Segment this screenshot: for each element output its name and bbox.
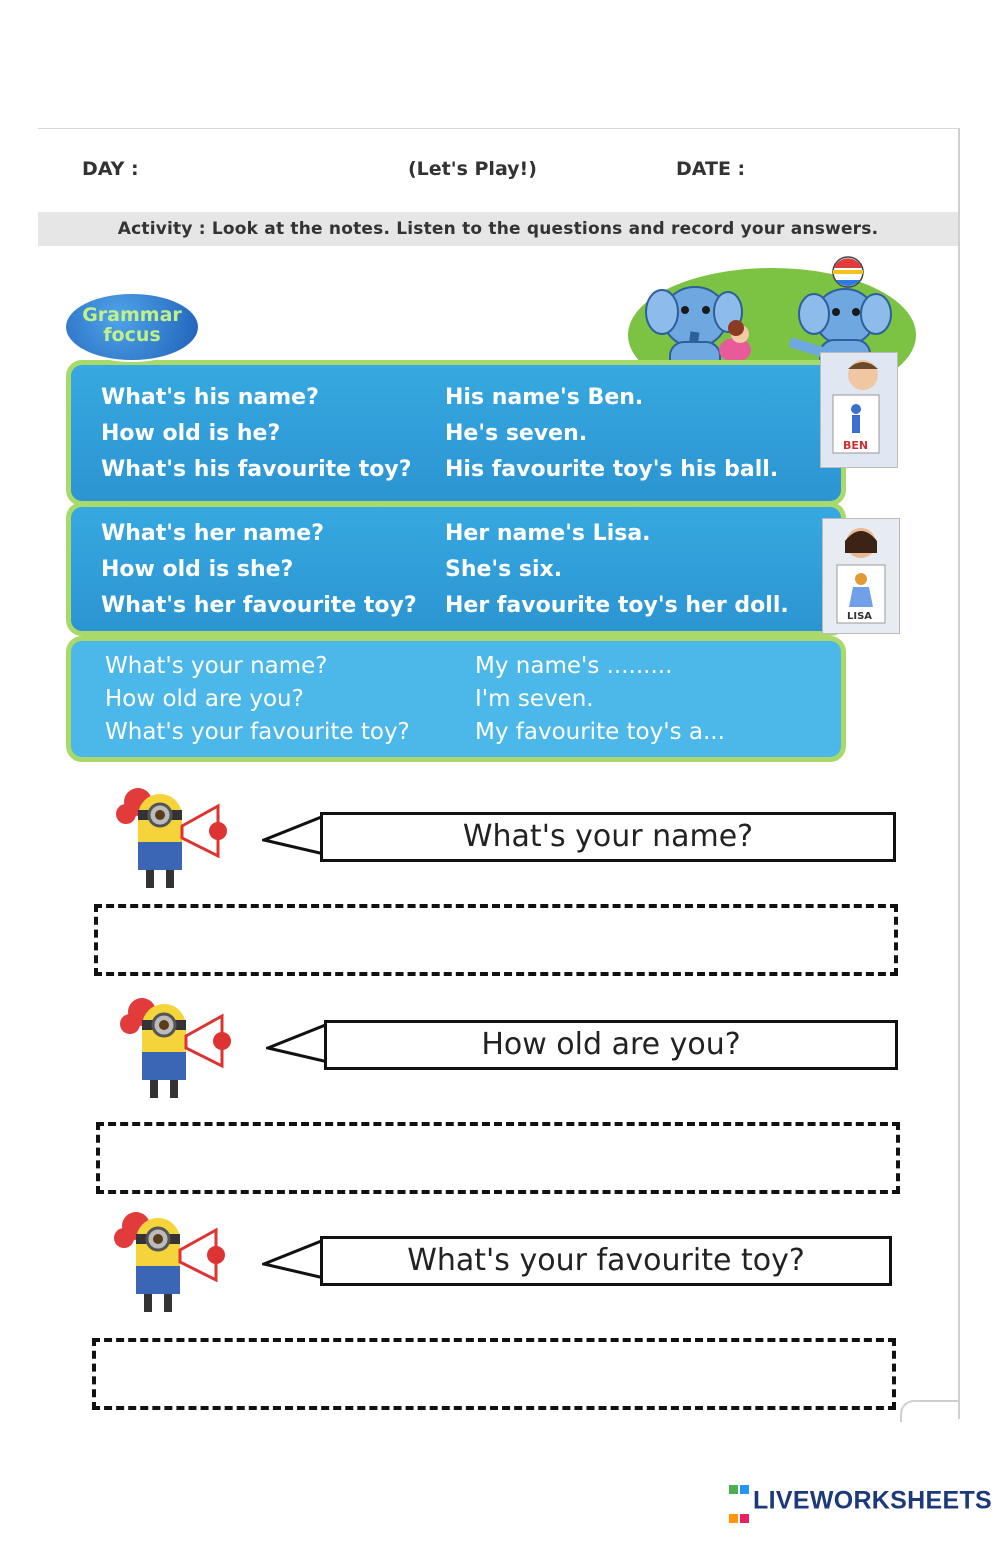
grammar-panel-boy [66,360,846,506]
you-answer-3: My favourite toy's a... [475,719,725,745]
answer-box-toy[interactable] [92,1338,896,1410]
liveworksheets-logo-icon [728,1473,750,1531]
you-answer-1: My name's ......... [475,653,673,679]
you-answer-2: I'm seven. [475,686,594,712]
day-label: DAY : [82,158,139,180]
girl-answer-1: Her name's Lisa. [445,521,651,546]
boy-answer-3: His favourite toy's his ball. [445,457,779,482]
ben-photo [820,352,898,468]
liveworksheets-logo-text: LIVEWORKSHEETS [753,1486,992,1515]
boy-question-3: What's his favourite toy? [101,457,412,482]
grammar-focus-badge [66,294,198,360]
speech-bubble-tail [262,1236,326,1282]
speech-bubble-tail [262,812,326,858]
question-bubble-toy: What's your favourite toy? [320,1236,892,1286]
girl-question-2: How old is she? [101,557,294,582]
grammar-focus-badge-line1: Grammar [82,304,182,326]
answer-box-age[interactable] [96,1122,900,1194]
boy-answer-2: He's seven. [445,421,588,446]
boy-question-2: How old is he? [101,421,281,446]
you-question-2: How old are you? [105,686,304,712]
speech-bubble-tail [266,1020,330,1066]
worksheet-title: (Let's Play!) [408,158,537,180]
minion-megaphone-icon [104,990,244,1110]
answer-input-name[interactable] [104,914,888,966]
boy-answer-1: His name's Ben. [445,385,644,410]
girl-answer-2: She's six. [445,557,563,582]
grammar-panel-girl [66,502,846,636]
girl-question-1: What's her name? [101,521,324,546]
girl-answer-3: Her favourite toy's her doll. [445,593,789,618]
question-bubble-age: How old are you? [324,1020,898,1070]
answer-box-name[interactable] [94,904,898,976]
lisa-photo-label: LISA [847,611,873,622]
ben-photo-label: BEN [843,439,869,452]
boy-question-1: What's his name? [101,385,319,410]
girl-question-3: What's her favourite toy? [101,593,417,618]
minion-megaphone-icon [98,1204,238,1324]
date-label: DATE : [676,158,746,180]
minion-megaphone-icon [100,780,240,900]
page-curl-decoration [900,1400,960,1422]
answer-input-age[interactable] [106,1132,890,1184]
question-bubble-name: What's your name? [320,812,896,862]
answer-input-toy[interactable] [102,1348,886,1400]
lisa-photo [822,518,900,634]
liveworksheets-logo [728,1473,992,1531]
you-question-1: What's your name? [105,653,328,679]
grammar-panel-you [66,636,846,762]
grammar-focus-badge-line2: focus [103,324,161,346]
activity-instructions: Activity : Look at the notes. Listen to the questions and record your answers. [38,212,958,246]
you-question-3: What's your favourite toy? [105,719,410,745]
